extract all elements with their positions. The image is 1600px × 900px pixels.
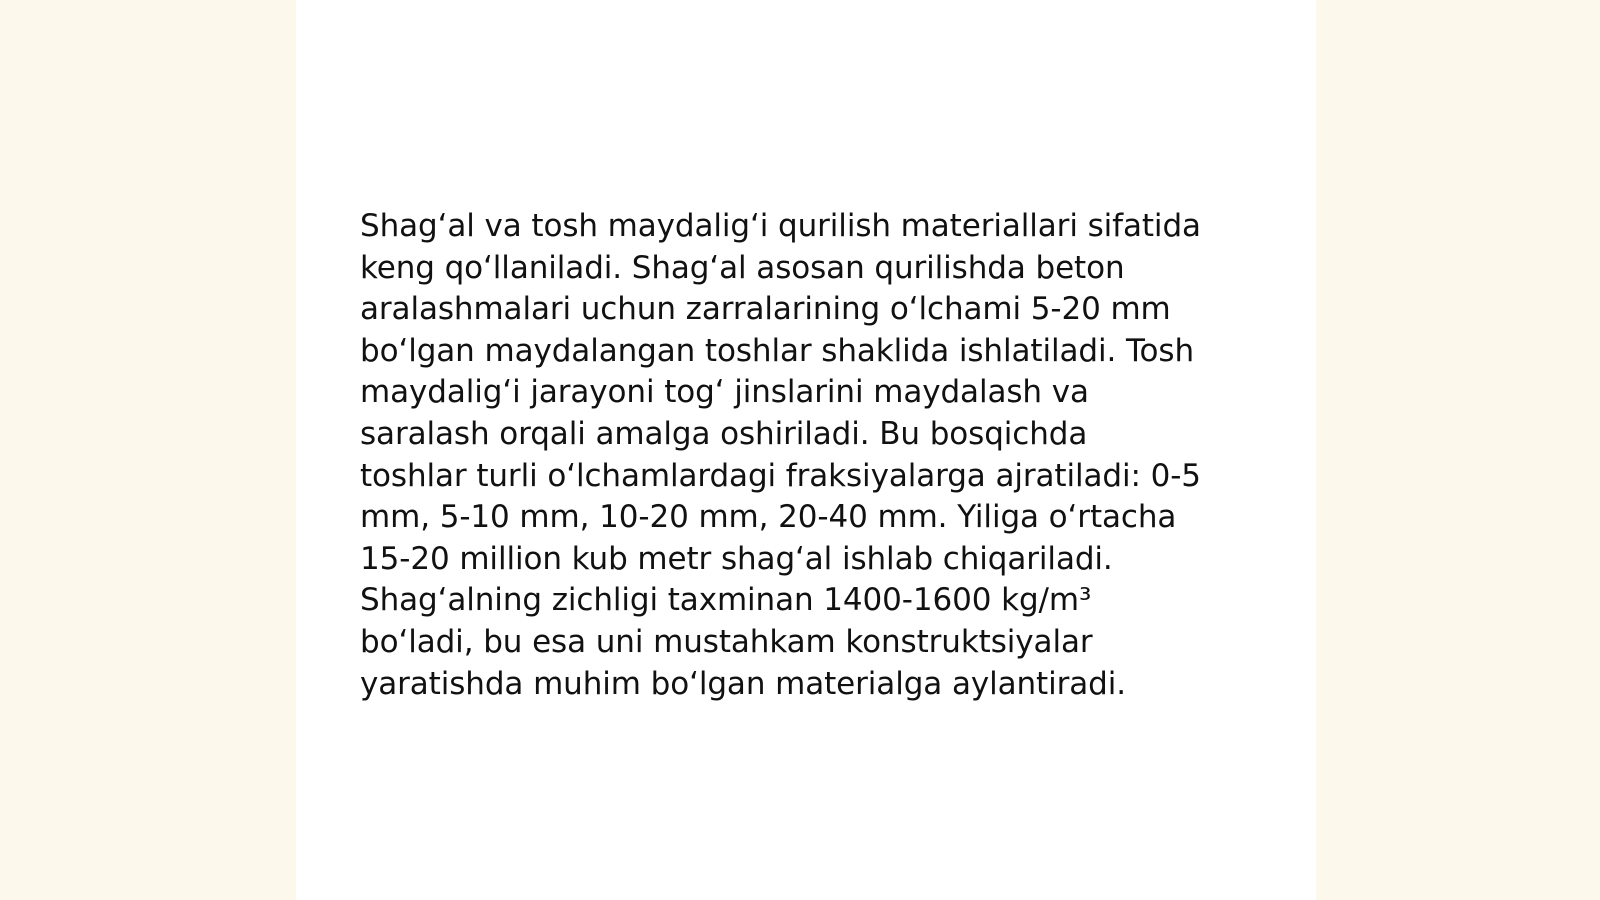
paragraph-line: maydalig‘i jarayoni tog‘ jinslarini maydalash va [360, 374, 1089, 411]
paragraph-line: bo‘lgan maydalangan toshlar shaklida ishlatiladi. Tosh [360, 332, 1194, 369]
paragraph-line: keng qo‘llaniladi. Shag‘al asosan qurilishda beton [360, 249, 1125, 286]
paragraph-line: Shag‘al va tosh maydalig‘i qurilish materiallari sifatida [360, 208, 1201, 244]
paragraph-line: aralashmalari uchun zarralarining o‘lchami 5-20 mm [360, 291, 1171, 328]
paragraph-line: toshlar turli o‘lchamlardagi fraksiyalarga ajratiladi: 0-5 [360, 457, 1201, 494]
paragraph-line: 15-20 million kub metr shag‘al ishlab chiqariladi. [360, 540, 1113, 577]
body-paragraph [360, 206, 1260, 705]
paragraph-line: mm, 5-10 mm, 10-20 mm, 20-40 mm. Yiliga o‘rtacha [360, 499, 1177, 536]
paragraph-line: bo‘ladi, bu esa uni mustahkam konstruktsiyalar [360, 623, 1093, 660]
document-page [296, 0, 1316, 900]
paragraph-line: saralash orqali amalga oshiriladi. Bu bosqichda [360, 415, 1088, 452]
paragraph-line: yaratishda muhim bo‘lgan materialga aylantiradi. [360, 665, 1126, 702]
paragraph-line: Shag‘alning zichligi taxminan 1400-1600 kg/m³ [360, 582, 1092, 619]
